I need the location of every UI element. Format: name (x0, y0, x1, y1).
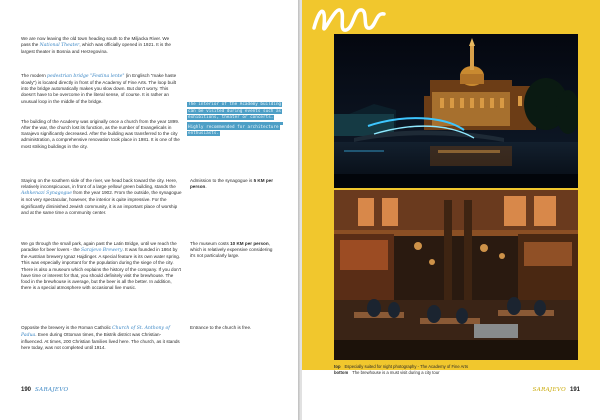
page-number-left: 190 (21, 387, 32, 393)
side-note-museum-cost (190, 241, 276, 259)
academy-visit-highlight (187, 102, 283, 138)
text-run: Entrance to the church is free. (190, 325, 252, 330)
text-run: Admission to the synagogue is (190, 178, 254, 183)
text-run: We are now leaving the old town heading south to the Miljacka River. We pass the (21, 36, 170, 48)
brewhouse-interior-photo (334, 190, 578, 360)
highlighted-place-name: Ashkenazi Synagogue (21, 191, 72, 197)
text-run: . (205, 184, 207, 190)
bold-value: 10 KM per person (230, 241, 269, 246)
text-run: The museum costs (190, 241, 231, 246)
text-run: The building of the Academy was originally once a church from the year 1899. After the war, the church lost its function, as the number of Evangelicals in Sarajevo significantly decreased. After the building was transferred to the city administration, a comprehensive renovation took place in 1981. It is one of the most striking buildings in the city. (21, 119, 180, 149)
page-number-right: 191 (569, 387, 580, 393)
paragraph-sarajevo-brewery (21, 241, 183, 291)
text-run: We go through the small park, again past the Latin Bridge, until we reach the paradise for beer lovers - the (21, 241, 177, 253)
side-note-church-entrance (190, 325, 280, 331)
text-run: from the year 1902. From the outside, the synagogue is not very spectacular, however, the interior is quite impressive. For the significantly diminished Jewish community, it is an important place of worship and at the same time a community center. (21, 190, 182, 215)
page-folio-right (533, 387, 580, 393)
text-run: The modern (21, 73, 48, 78)
section-name-right: SARAJEVO (532, 387, 566, 393)
highlighted-place-name: National Theater (39, 43, 80, 49)
text-run: Opposite the brewery is the Roman Catholic (21, 325, 113, 330)
text-run: . It was founded in 1864 by the Austrian brewery Ignaz Hajdinger. A special feature is its own water spring. This was especially important for the population during the siege of the city. There is also a museum which explains the history of the company. If you don't have time or interest for that, you should definitely visit the brewhouse. The food in the brewhouse is average, but the beer is all the better. In addition, there is a special atmosphere with occasional live music. (21, 247, 181, 291)
photo-captions (334, 364, 468, 376)
highlighted-place-name: pedestrian bridge "Festina lente" (47, 74, 125, 79)
paragraph-national-theater (21, 36, 177, 55)
text-run: . Even during Ottoman times, the Bistrik district was Christian-influenced. At times, 200 Christian families lived here. The church, as it stands here today, was not completed until 1914. (21, 332, 180, 351)
bold-value: 5 KM per person (190, 178, 273, 190)
highlight-line-interior: The interior of the Academy building can be visited during events such as exhibitions, theater or concerts. (188, 102, 282, 121)
section-name-left: SARAJEVO (35, 387, 69, 393)
highlighted-place-name: Sarajevo Brewery (81, 248, 123, 254)
right-page (302, 0, 600, 420)
academy-night-photo (334, 34, 578, 188)
caption-top-text: Especially suited for night photography - The Academy of Fine Arts (344, 364, 469, 369)
text-run: Staying on the southern side of the river, we head back toward the city. Here, relatively inconspicuous, in front of a large yellow/ green building, stands the (21, 178, 178, 190)
highlight-line-recommendation: Highly recommended for architecture enthusiasts. (188, 124, 279, 137)
paragraph-festina-lente-bridge (21, 73, 181, 105)
paragraph-church-st-anthony (21, 325, 183, 352)
text-run: , which is relatively expensive considering it's not particularly large. (190, 241, 273, 259)
decorative-scribble-icon (310, 2, 390, 36)
text-run: (in Englisch "make haste slowly") is located directly in front of the Academy of Fine Arts. The loop built into the bridge automatically makes you slow down. But don't worry. This doesn't have to be overcome in the literal sense, of course. It is rather an unusual loop in the middle of the bridge. (21, 73, 177, 104)
page-folio-left (21, 387, 68, 393)
side-note-synagogue-admission (190, 178, 274, 190)
text-run: , which was officially opened in 1921. It is the largest theater in Bosnia and Herzegovina. (21, 42, 171, 55)
paragraph-ashkenazi-synagogue (21, 178, 183, 216)
caption-bottom (334, 370, 468, 376)
highlighted-place-name: Church of St. Anthony of Padua (21, 326, 170, 339)
caption-bottom-label: bottom (334, 370, 349, 375)
caption-top-label: top (334, 364, 341, 369)
caption-bottom-text: The brewhouse is a must visit during a city tour (352, 370, 440, 375)
paragraph-academy-of-fine-arts (21, 119, 183, 150)
